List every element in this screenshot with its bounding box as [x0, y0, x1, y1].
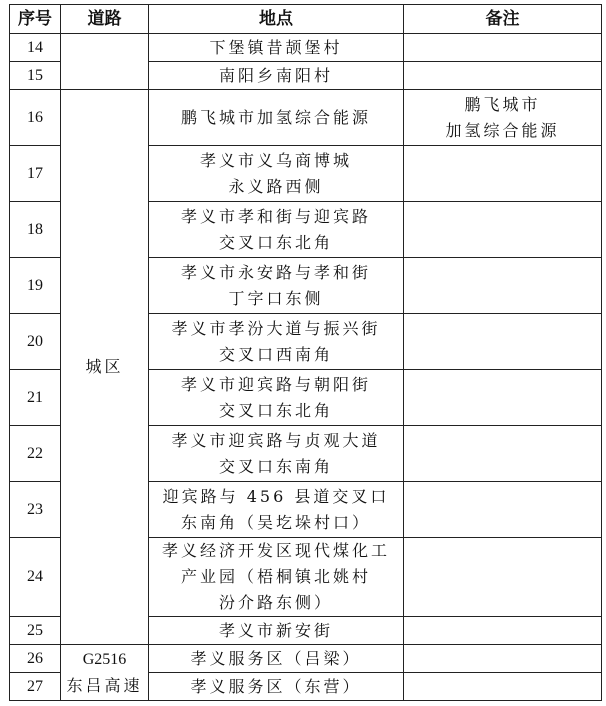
row-no: 26 — [10, 645, 61, 673]
row-site: 孝义市新安街 — [149, 617, 404, 645]
row-site: 孝义服务区（吕梁） — [149, 645, 404, 673]
row-no: 27 — [10, 673, 61, 701]
row-note — [404, 258, 602, 314]
row-site: 南阳乡南阳村 — [149, 62, 404, 90]
row-no: 25 — [10, 617, 61, 645]
row-no: 19 — [10, 258, 61, 314]
table-row — [10, 34, 602, 62]
row-note — [404, 482, 602, 538]
row-no: 18 — [10, 202, 61, 258]
row-no: 24 — [10, 538, 61, 617]
row-no: 15 — [10, 62, 61, 90]
row-note — [404, 314, 602, 370]
header-row — [10, 5, 602, 34]
header-note: 备注 — [404, 5, 602, 34]
road-empty-cell — [61, 34, 149, 90]
row-note — [404, 62, 602, 90]
road-group-highway: G2516 东吕高速 — [61, 645, 149, 701]
row-note — [404, 673, 602, 701]
row-site: 孝义市孝和街与迎宾路 交叉口东北角 — [149, 202, 404, 258]
stations-table — [9, 4, 602, 701]
row-note — [404, 370, 602, 426]
row-site: 孝义市永安路与孝和街 丁字口东侧 — [149, 258, 404, 314]
table-row — [10, 645, 602, 673]
row-note — [404, 34, 602, 62]
row-note: 鹏飞城市 加氢综合能源 — [404, 90, 602, 146]
row-no: 16 — [10, 90, 61, 146]
header-site: 地点 — [149, 5, 404, 34]
road-group-chengqu: 城区 — [61, 90, 149, 645]
row-site: 孝义市孝汾大道与振兴街 交叉口西南角 — [149, 314, 404, 370]
table-row — [10, 90, 602, 146]
header-no: 序号 — [10, 5, 61, 34]
row-no: 20 — [10, 314, 61, 370]
row-site: 迎宾路与 456 县道交叉口 东南角（吴圪垛村口） — [149, 482, 404, 538]
row-site: 孝义市迎宾路与贞观大道 交叉口东南角 — [149, 426, 404, 482]
row-site: 孝义市义乌商博城 永义路西侧 — [149, 146, 404, 202]
row-no: 22 — [10, 426, 61, 482]
row-note — [404, 617, 602, 645]
row-no: 23 — [10, 482, 61, 538]
row-site: 孝义市迎宾路与朝阳街 交叉口东北角 — [149, 370, 404, 426]
row-note — [404, 202, 602, 258]
row-note — [404, 146, 602, 202]
header-road: 道路 — [61, 5, 149, 34]
row-site: 鹏飞城市加氢综合能源 — [149, 90, 404, 146]
row-site: 孝义经济开发区现代煤化工 产业园（梧桐镇北姚村 汾介路东侧） — [149, 538, 404, 617]
row-note — [404, 538, 602, 617]
row-no: 14 — [10, 34, 61, 62]
row-note — [404, 645, 602, 673]
row-no: 21 — [10, 370, 61, 426]
row-site: 孝义服务区（东营） — [149, 673, 404, 701]
row-site: 下堡镇昔颉堡村 — [149, 34, 404, 62]
row-note — [404, 426, 602, 482]
row-no: 17 — [10, 146, 61, 202]
